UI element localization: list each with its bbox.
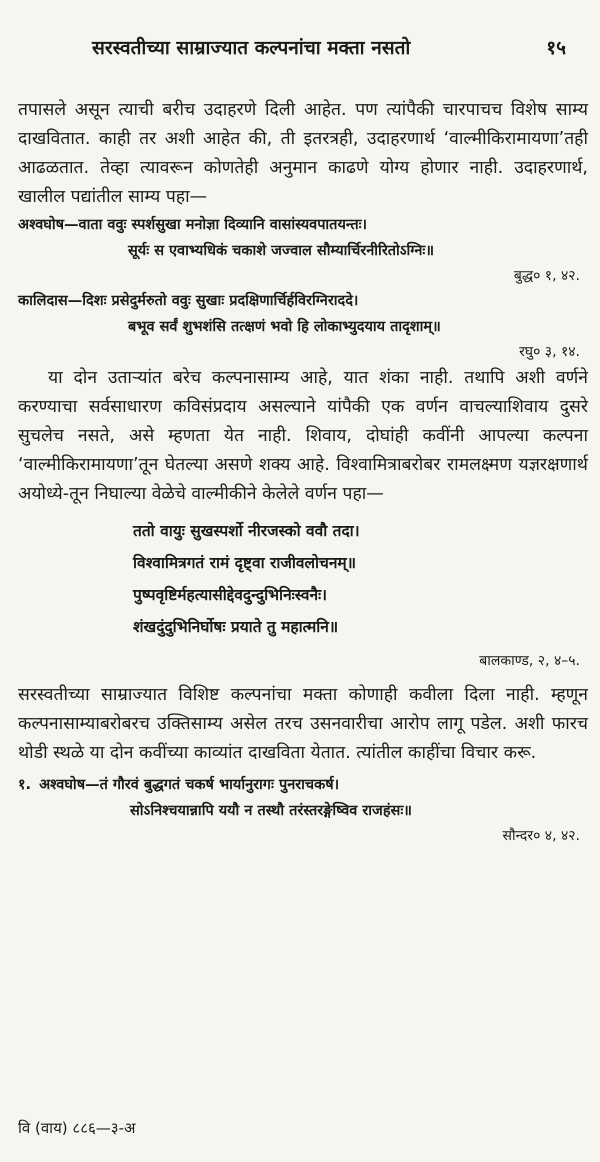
paragraph-1: तपासले असून त्याची बरीच उदाहरणे दिली आहेत. पण त्यांपैकी चारपाचच विशेष साम्य दाखवितात. काही तर अशी आहेत की, ती इतरत्रही, उदाहरणार्थ ‘वाल्मीकिरामायणा’तही आढळतात. तेव्हा त्यावरून कोणतेही अनुमान काढणे योग्य होणार नाही. उदाहरणार्थ, खालील पद्यांतील साम्य पहा—	[18, 100, 588, 207]
paragraph-2	[18, 364, 588, 509]
quote-poet: अश्वघोष—	[39, 777, 100, 793]
valmiki-verse	[18, 515, 588, 643]
print-signature: वि (वाय) ८८६—३-अ	[18, 1119, 136, 1137]
paragraph-2-text: या दोन उताऱ्यांत बरेच कल्पनासाम्य आहे, यात शंका नाही. तथापि अशी वर्णने करण्याचा सर्वसाधारण कविसंप्रदाय असल्याने यांपैकी एक वर्णन वाचल्याशिवाय दुसरे सुचलेच नसते, असे म्हणता येत नाही. शिवाय, दोघांही कवींनी आपल्या कल्पना ‘वाल्मीकिरामायणा’तून घेतल्या असणे शक्य आहे. विश्वामित्राबरोबर रामलक्ष्मण यज्ञरक्षणार्थ अयोध्ये-तून निघाल्या वेळेचे वाल्मीकीने केलेले वर्णन पहा—	[18, 368, 588, 504]
numbered-quote-1	[18, 772, 588, 848]
quote-poet: अश्वघोष—	[18, 217, 79, 233]
quote-line-2: सोऽनिश्चयान्नापि ययौ न तस्थौ तरंस्तरङ्गेष्विव राजहंसः॥	[130, 803, 412, 819]
quote-line-2: बभूव सर्वं शुभशंसि तत्क्षणं भवो हि लोकाभ्युदयाय तादृशाम्॥	[128, 319, 441, 335]
quote-line-1: वाता ववुः स्पर्शसुखा मनोज्ञा दिव्यानि वासांस्यवपातयन्तः।	[78, 217, 368, 233]
quote-reference: रघु० ३, १४.	[519, 344, 580, 360]
quote-line-2: सूर्यः स एवाभ्यधिकं चकाशे जज्वाल सौम्यार्चिरनीरितोऽग्निः॥	[128, 243, 435, 259]
paragraph-3: सरस्वतीच्या साम्राज्यात विशिष्ट कल्पनांचा मक्ता कोणाही कवीला दिला नाही. म्हणून कल्पनासाम्याबरोबरच उक्तिसाम्य असेल तरच उसनवारीचा आरोप लागू पडेल. अशी फारच थोडी स्थळे या दोन कवींच्या काव्यांत दाखविता येतात. त्यांतील काहींचा विचार करू.	[18, 685, 588, 763]
quote-line-1: दिशः प्रसेदुर्मरुतो ववुः सुखाः प्रदक्षिणार्चिर्हविरग्निराददे।	[82, 293, 359, 309]
quote-kalidasa	[18, 288, 588, 364]
verse-line: ततो वायुः सुखस्पर्शो नीरजस्को ववौ तदा।	[133, 522, 360, 540]
page-body	[18, 96, 588, 848]
quote-line-1: तं गौरवं बुद्धगतं चकर्ष भार्यानुरागः पुनराचकर्ष।	[99, 777, 340, 793]
page-number: १५	[546, 37, 566, 59]
item-number: १.	[18, 777, 32, 793]
verse-line: विश्वामित्रगतं रामं दृष्ट्वा राजीवलोचनम्॥	[133, 554, 356, 572]
valmiki-reference: बालकाण्ड, २, ४–५.	[479, 653, 580, 669]
quote-poet: कालिदास—	[18, 293, 83, 309]
quote-ashvaghosha	[18, 212, 588, 288]
verse-line: शंखदुंदुभिनिर्घोषः प्रयाते तु महात्मनि॥	[133, 618, 339, 636]
page-header	[0, 34, 600, 68]
quote-reference: सौन्दर० ४, ४२.	[502, 828, 580, 844]
quote-reference: बुद्ध० १, ४२.	[513, 268, 580, 284]
running-title: सरस्वतीच्या साम्राज्यात कल्पनांचा मक्ता नसतो	[92, 37, 411, 59]
verse-line: पुष्पवृष्टिर्महत्यासीद्देवदुन्दुभिनिःस्वनैः।	[133, 586, 328, 604]
